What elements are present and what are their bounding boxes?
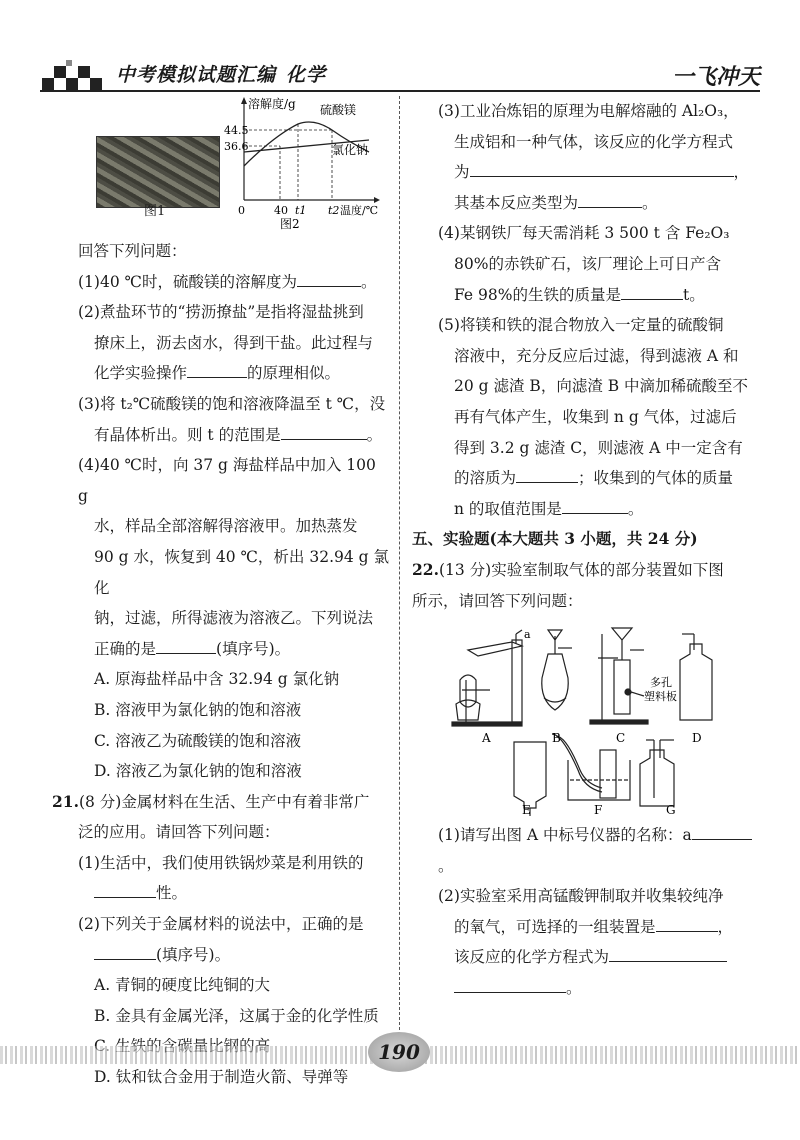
q22-2-line3: 该反应的化学方程式为 [412, 942, 752, 973]
r-q5-line4: 再有气体产生，收集到 n g 气体，过滤后 [454, 407, 737, 426]
r-q5-line5: 得到 3.2 g 滤渣 C，则滤液 A 中一定含有 [454, 438, 743, 457]
r-q3-type-blank[interactable] [578, 189, 642, 208]
q22-line2: 所示，请回答下列问题： [412, 591, 583, 610]
q3-blank[interactable] [281, 421, 367, 440]
q21-2-line1: (2)下列关于金属材料的说法中，正确的是 [78, 915, 364, 934]
q4-option-b: B. 溶液甲为氯化钠的饱和溶液 [94, 700, 302, 719]
right-column [412, 96, 752, 1004]
intro-text: 回答下列问题： [78, 242, 187, 260]
column-divider [399, 96, 400, 1030]
y-tick-36-6: 36.6 [224, 140, 249, 153]
q21-2-line2: (填序号)。 [52, 940, 390, 971]
apparatus-diagram [412, 620, 752, 816]
apparatus-figure [412, 620, 752, 816]
y-tick-44-5: 44.5 [224, 124, 249, 137]
q4-option-a: A. 原海盐样品中含 32.94 g 氯化钠 [94, 670, 340, 689]
plate-label-1: 多孔 [650, 676, 672, 690]
q22-2-equation-blank-1[interactable] [609, 943, 727, 962]
q21-option-d: D. 钛和钛合金用于制造火箭、导弹等 [94, 1068, 349, 1087]
label-d: D [692, 731, 702, 746]
r-q5-line7: n 的取值范围是 。 [412, 494, 752, 525]
r-q3-line2: 生成铝和一种气体，该反应的化学方程式 [454, 132, 734, 151]
y-axis-label: 溶解度/g [248, 97, 296, 111]
q21-2-blank[interactable] [94, 941, 156, 960]
brand-mark: 一飞冲天 [671, 64, 760, 90]
q4-option-d: D. 溶液乙为氯化钠的饱和溶液 [94, 762, 302, 781]
q1-blank[interactable] [297, 268, 361, 287]
plate-label-2: 塑料板 [644, 690, 677, 704]
section-5-heading: 五、实验题(本大题共 3 小题，共 24 分) [412, 529, 698, 549]
r-q3-line4: 其基本反应类型为 。 [412, 188, 752, 219]
q22-2-line4: 。 [412, 973, 752, 1004]
q22-1-blank[interactable] [692, 821, 752, 840]
r-q5-line2: 溶液中，充分反应后过滤，得到滤液 A 和 [454, 346, 739, 365]
left-column [52, 96, 390, 1093]
apparatus-a-mark: a [524, 628, 531, 642]
label-a: A [482, 731, 491, 746]
r-q4-line3: Fe 98%的生铁的质量是 t。 [412, 280, 752, 311]
q21-1-line2: 性。 [52, 878, 390, 909]
figure-area [52, 96, 390, 236]
q22-2-equation-blank-2[interactable] [454, 974, 566, 993]
apparatus-c [590, 628, 648, 724]
q21-line1: 21.(8 分)金属材料在生活、生产中有着非常广 [52, 791, 370, 811]
q4-line5: 正确的是 (填序号)。 [52, 634, 390, 665]
q4-line2: 水，样品全部溶解得溶液甲。加热蒸发 [94, 517, 358, 536]
r-q5-range-blank[interactable] [562, 495, 628, 514]
q2-line3: 化学实验操作 的原理相似。 [52, 358, 390, 389]
salt-field-photo [96, 136, 220, 208]
r-q5-line1: (5)将镁和铁的混合物放入一定量的硫酸铜 [438, 316, 724, 335]
q2-blank[interactable] [187, 359, 247, 378]
label-c: C [616, 731, 626, 746]
r-q5-line6: 的溶质为 ；收集到的气体的质量 [412, 463, 752, 494]
q4-line3: 90 g 水，恢复到 40 ℃，析出 32.94 g 氯化 [94, 547, 389, 597]
q3-line2: 有晶体析出。则 t 的范围是 。 [52, 420, 390, 451]
label-f: F [594, 803, 603, 817]
header-title [116, 60, 326, 87]
r-q5-solute-blank[interactable] [516, 464, 578, 483]
q4-line1: (4)40 ℃时，向 37 g 海盐样品中加入 100 g [78, 456, 376, 505]
x-tick-t1: t1 [295, 204, 307, 217]
label-g: G [666, 803, 676, 817]
x-tick-0: 0 [238, 204, 245, 217]
page-number: 190 [368, 1032, 430, 1072]
r-q5-line3: 20 g 滤渣 B，向滤渣 B 中滴加稀硫酸至不 [454, 377, 749, 396]
fig1-caption: 图1 [144, 204, 166, 219]
apparatus-d [680, 634, 712, 720]
x-tick-40: 40 [274, 204, 288, 217]
header-checker-pattern [42, 60, 102, 90]
q21-line2: 泛的应用。请回答下列问题： [78, 823, 280, 842]
r-q4-blank[interactable] [621, 281, 683, 300]
apparatus-g [640, 740, 674, 806]
r-q4-line2: 80%的赤铁矿石，该厂理论上可日产含 [454, 254, 721, 273]
q3-line1: (3)将 t₂℃硫酸镁的饱和溶液降温至 t ℃，没 [78, 394, 386, 413]
x-tick-t2: t2 [328, 204, 340, 217]
q4-option-c: C. 溶液乙为硫酸镁的饱和溶液 [94, 731, 302, 750]
q21-1-line1: (1)生活中，我们使用铁锅炒菜是利用铁的 [78, 853, 364, 872]
y-axis-arrow [241, 97, 247, 104]
q2-line2: 撩床上，沥去卤水，得到干盐。此过程与 [94, 333, 374, 352]
apparatus-b [542, 630, 572, 710]
fig2-caption: 图2 [280, 217, 300, 231]
q22-1-line: (1)请写出图 A 中标号仪器的名称：a。 [412, 820, 752, 881]
r-q3-line1: (3)工业冶炼铝的原理为电解熔融的 Al₂O₃， [438, 102, 739, 120]
x-axis-label: 温度/℃ [340, 204, 379, 217]
q2-line1: (2)煮盐环节的“捞沥撩盐”是指将湿盐挑到 [78, 303, 364, 322]
x-axis-arrow [374, 197, 380, 203]
q22-2-device-blank[interactable] [656, 913, 718, 932]
q22-line1: 22.(13 分)实验室制取气体的部分装置如下图 [412, 559, 724, 579]
label-b: B [552, 731, 561, 746]
label-e: E [522, 803, 531, 817]
q22-2-line1: (2)实验室采用高锰酸钾制取并收集较纯净 [438, 887, 724, 906]
q4-line4: 钠，过滤，所得滤液为溶液乙。下列说法 [94, 609, 374, 628]
r-q4-line1: (4)某钢铁厂每天需消耗 3 500 t 含 Fe₂O₃ [438, 224, 730, 243]
q1-line: (1)40 ℃时，硫酸镁的溶解度为 。 [52, 267, 390, 298]
q22-2-line2: 的氧气，可选择的一组装置是 ， [412, 912, 752, 943]
q4-blank[interactable] [156, 635, 216, 654]
r-q3-line3: 为 ， [412, 157, 752, 188]
r-q3-equation-blank[interactable] [470, 158, 734, 177]
subject-label: 化学 [286, 64, 327, 86]
solubility-graph [224, 96, 394, 236]
apparatus-a [452, 630, 522, 726]
q21-option-b: B. 金具有金属光泽，这属于金的化学性质 [94, 1006, 379, 1025]
header-rule [40, 90, 760, 92]
q21-1-blank[interactable] [94, 879, 156, 898]
curve2-label: 氯化钠 [332, 143, 369, 157]
book-title: 中考模拟试题汇编 [116, 64, 277, 86]
curve1-label: 硫酸镁 [320, 103, 357, 117]
q21-option-a: A. 青铜的硬度比纯铜的大 [94, 976, 271, 995]
